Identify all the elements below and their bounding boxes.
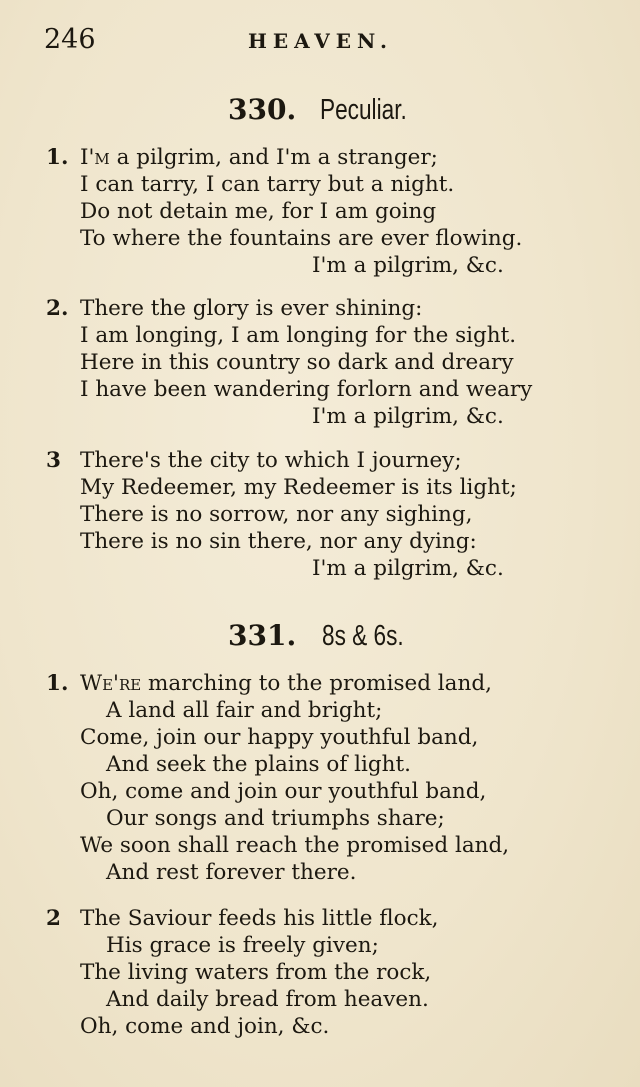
running-title: HEAVEN. bbox=[248, 29, 393, 53]
hymn-number: 331. bbox=[228, 619, 297, 652]
verse-line: There the glory is ever shining: bbox=[80, 296, 423, 321]
verse-number: 1. bbox=[46, 671, 69, 696]
verse-line: To where the fountains are ever flowing. bbox=[80, 226, 523, 251]
verse-line bbox=[80, 670, 492, 697]
verse-line: Here in this country so dark and dreary bbox=[80, 350, 514, 375]
hymn-meter: Peculiar. bbox=[320, 94, 407, 126]
verse-first-word: I'm bbox=[80, 145, 110, 170]
verse-line: Come, join our happy youthful band, bbox=[80, 725, 479, 750]
verse-line bbox=[80, 144, 438, 171]
verse-number: 2 bbox=[46, 906, 61, 931]
hymn-331-heading bbox=[0, 616, 640, 656]
verse-number: 3 bbox=[46, 448, 61, 473]
refrain-line: I'm a pilgrim, &c. bbox=[312, 404, 504, 429]
verse-line: There's the city to which I journey; bbox=[80, 448, 462, 473]
verse-line: Our songs and triumphs share; bbox=[106, 806, 445, 831]
verse-line: There is no sin there, nor any dying: bbox=[80, 529, 477, 554]
verse-line: There is no sorrow, nor any sighing, bbox=[80, 502, 473, 527]
verse-number: 2. bbox=[46, 296, 69, 321]
verse-line: I can tarry, I can tarry but a night. bbox=[80, 172, 455, 197]
verse-line: Oh, come and join our youthful band, bbox=[80, 779, 487, 804]
page-number: 246 bbox=[44, 24, 96, 55]
verse-line: We soon shall reach the promised land, bbox=[80, 833, 510, 858]
hymn-330-heading bbox=[0, 90, 640, 130]
refrain-line: I'm a pilgrim, &c. bbox=[312, 253, 504, 278]
hymn-number: 330. bbox=[228, 93, 297, 126]
verse-line: My Redeemer, my Redeemer is its light; bbox=[80, 475, 517, 500]
verse-line: I am longing, I am longing for the sight. bbox=[80, 323, 517, 348]
verse-line-text: marching to the promised land, bbox=[141, 671, 492, 696]
verse-line: His grace is freely given; bbox=[106, 933, 379, 958]
verse-line: And seek the plains of light. bbox=[106, 752, 411, 777]
verse-line: The living waters from the rock, bbox=[80, 960, 432, 985]
running-head bbox=[0, 24, 640, 56]
verse-line: Do not detain me, for I am going bbox=[80, 199, 437, 224]
verse-line: A land all fair and bright; bbox=[106, 698, 383, 723]
verse-line: The Saviour feeds his little flock, bbox=[80, 906, 439, 931]
verse-number: 1. bbox=[46, 145, 69, 170]
verse-line: I have been wandering forlorn and weary bbox=[80, 377, 533, 402]
hymn-meter: 8s & 6s. bbox=[322, 620, 404, 652]
refrain-line: I'm a pilgrim, &c. bbox=[312, 556, 504, 581]
verse-line: And daily bread from heaven. bbox=[106, 987, 429, 1012]
verse-line-text: a pilgrim, and I'm a stranger; bbox=[109, 145, 438, 170]
verse-first-word: We're bbox=[80, 671, 142, 696]
verse-line: And rest forever there. bbox=[106, 860, 357, 885]
verse-line: Oh, come and join, &c. bbox=[80, 1014, 330, 1039]
